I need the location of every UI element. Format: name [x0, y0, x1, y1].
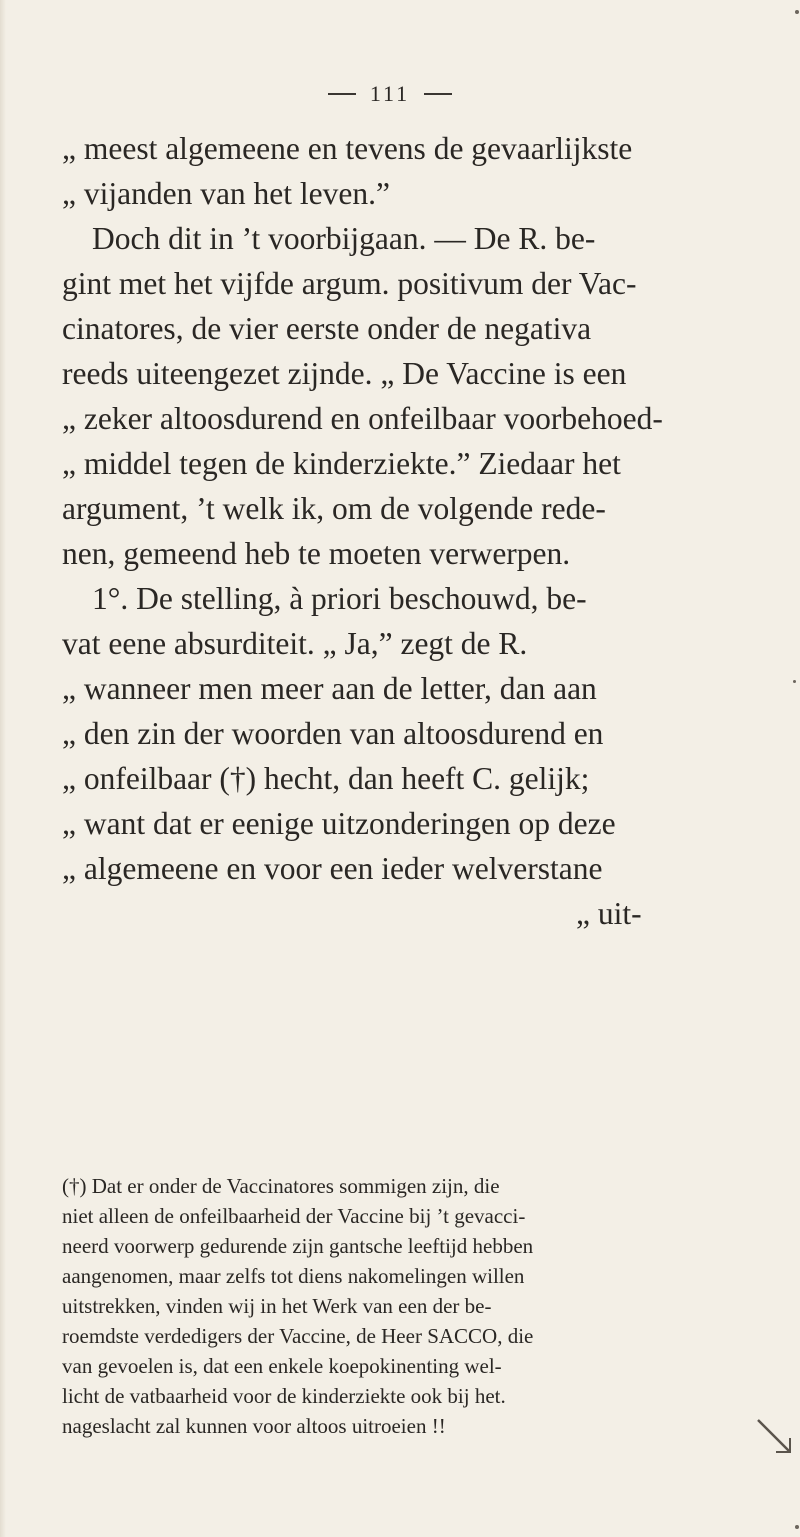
footnote-line: roemdste verdedigers der Vaccine, de Heer SACCO, die [62, 1324, 534, 1348]
text-line: „ middel tegen de kinderziekte.” Ziedaar het [62, 446, 621, 481]
catchword: „ uit- [576, 896, 642, 931]
text-line: Doch dit in ’t voorbijgaan. — De R. be- [92, 221, 596, 256]
text-line: „ onfeilbaar (†) hecht, dan heeft C. gelijk; [62, 761, 590, 796]
text-line: 1°. De stelling, à priori beschouwd, be- [92, 581, 587, 616]
running-head [240, 78, 540, 110]
footnote-line: nageslacht zal kunnen voor altoos uitroeien !! [62, 1414, 446, 1438]
text-line: nen, gemeend heb te moeten verwerpen. [62, 536, 571, 571]
footnote-line: aangenomen, maar zelfs tot diens nakomelingen willen [62, 1264, 525, 1288]
page-corner-mark-icon [756, 1418, 792, 1454]
header-dash-right [424, 93, 452, 95]
paper-speck [795, 10, 799, 14]
text-line: reeds uiteengezet zijnde. „ De Vaccine is een [62, 356, 627, 391]
footnote-line: neerd voorwerp gedurende zijn gantsche leeftijd hebben [62, 1234, 534, 1258]
main-text [62, 126, 722, 936]
paper-speck [795, 1525, 799, 1529]
text-line: argument, ’t welk ik, om de volgende rede- [62, 491, 606, 526]
page-number: 111 [369, 81, 411, 106]
header-dash-left [328, 93, 356, 95]
footnote-line: uitstrekken, vinden wij in het Werk van een der be- [62, 1294, 492, 1318]
text-line: gint met het vijfde argum. positivum der Vac- [62, 266, 637, 301]
paper-speck [793, 680, 796, 683]
text-line: „ algemeene en voor een ieder welverstane [62, 851, 603, 886]
footnote-line: van gevoelen is, dat een enkele koepokinenting wel- [62, 1354, 502, 1378]
text-line: „ vijanden van het leven.” [62, 176, 390, 211]
footnote [62, 1171, 742, 1441]
text-line: „ den zin der woorden van altoosdurend en [62, 716, 604, 751]
text-line: vat eene absurditeit. „ Ja,” zegt de R. [62, 626, 528, 661]
text-line: cinatores, de vier eerste onder de negativa [62, 311, 592, 346]
text-line: „ zeker altoosdurend en onfeilbaar voorbehoed- [62, 401, 663, 436]
footnote-line: (†) Dat er onder de Vaccinatores sommigen zijn, die [62, 1174, 500, 1198]
text-line: „ want dat er eenige uitzonderingen op deze [62, 806, 616, 841]
footnote-line: licht de vatbaarheid voor de kinderziekte ook bij het. [62, 1384, 506, 1408]
text-line: „ wanneer men meer aan de letter, dan aan [62, 671, 597, 706]
footnote-line: niet alleen de onfeilbaarheid der Vaccine bij ’t gevacci- [62, 1204, 526, 1228]
text-line: „ meest algemeene en tevens de gevaarlijkste [62, 131, 633, 166]
